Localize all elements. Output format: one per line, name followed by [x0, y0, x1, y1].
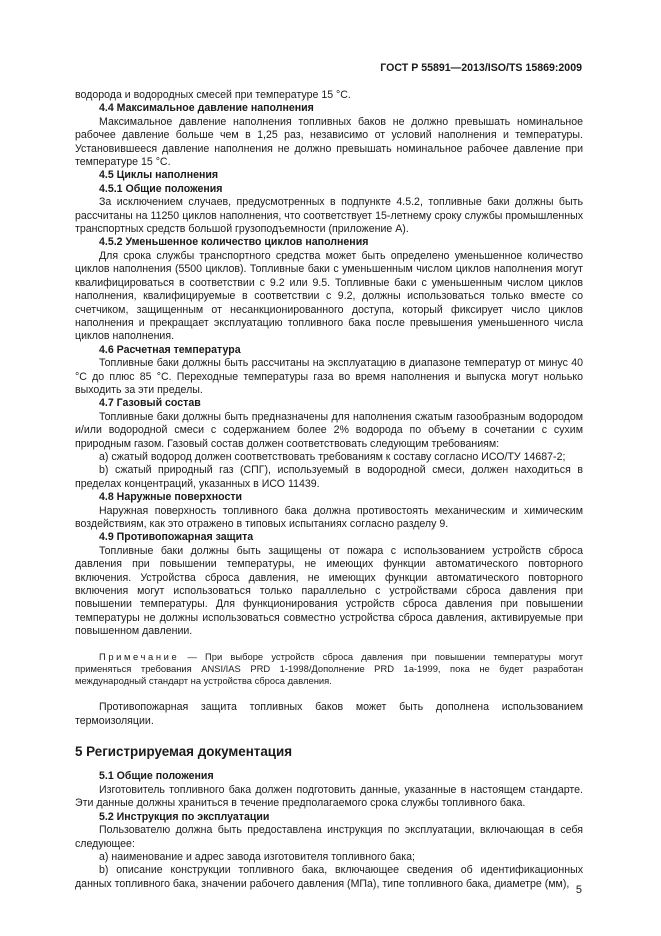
- clause-4-5-1-heading: [75, 183, 583, 196]
- page-number: 5: [575, 884, 582, 896]
- clause-5-1-title: 5.1 Общие положения: [99, 770, 214, 783]
- document-header: ГОСТ Р 55891—2013/ISO/TS 15869:2009: [380, 62, 582, 74]
- section-5-heading: 5 Регистрируемая документация: [75, 744, 293, 760]
- clause-4-5-1-text: За исключением случаев, предусмотренных в подпункте 4.5.2, топливные баки должны быть рассчитаны на 11250 циклов наполнения, что соответствует 15-летнему сроку службы промышленных транспортных средств большой грузоподъемности (приложение А).: [75, 196, 583, 236]
- note-label: Примечание: [99, 650, 180, 662]
- note-block: [75, 651, 583, 688]
- clause-4-9-extra: Противопожарная защита топливных баков может быть дополнена использованием термоизоляции.: [75, 701, 583, 727]
- clause-4-4-text: Максимальное давление наполнения топливных баков не должно превышать номинальное рабочее давление больше чем в 1,25 раз, независимо от условий наполнения и температуры. Установившееся давление наполнения не должно превышать номинальное рабочее давление при температуре 15 °С.: [75, 115, 583, 169]
- note-text: — При выборе устройств сброса давления при повышении температуры могут применяться требования ANSI/IAS PRD 1-1998/Дополнение PRD 1а-1999, пока не будет разработан международный стандарт на устройства сброса давления.: [75, 650, 583, 687]
- clause-4-5-1-title: 4.5.1 Общие положения: [99, 182, 223, 195]
- clause-5-2-item-a: а) наименование и адрес завода изготовителя топливного бака;: [99, 850, 415, 863]
- clause-4-5-heading: [75, 169, 583, 182]
- clause-4-4-heading: [75, 102, 583, 115]
- clause-5-2-title: 5.2 Инструкция по эксплуатации: [99, 810, 270, 823]
- clause-4-8-title: 4.8 Наружные поверхности: [99, 491, 243, 504]
- intro-text: водорода и водородных смесей при температуре 15 °С.: [75, 89, 351, 101]
- clause-4-7-item-b: b) сжатый природный газ (СПГ), используемый в водородной смеси, должен находиться в пределах концентраций, указанных в ИСО 11439.: [75, 464, 583, 490]
- page-content: [75, 89, 583, 891]
- clause-4-7-heading: [75, 397, 583, 410]
- clause-5-2-item-b: b) описание конструкции топливного бака, включающее сведения об идентификационных данных топливного бака, значении рабочего давления (МПа), типе топливного бака, диаметре (мм),: [75, 864, 583, 890]
- clause-4-5-2-text: Для срока службы транспортного средства может быть определено уменьшенное количество циклов наполнения (5500 циклов). Топливные баки с уменьшенным числом циклов наполнения могут квалифицироваться в соответствии с 9.2 или 9.5. Топливные баки с уменьшенным числом циклов наполнения, квалифицируемые в соответствии с 9.2, должны использоваться только вместе со счетчиком, защищенным от несанкционированного доступа, который фиксирует число циклов наполнения и прекращает эксплуатацию топливного бака после превышения уменьшенного числа циклов наполнения.: [75, 249, 583, 343]
- clause-4-5-2-heading: [75, 236, 583, 249]
- clause-5-1-heading: [75, 770, 583, 783]
- clause-4-7-title: 4.7 Газовый состав: [99, 397, 201, 410]
- clause-4-9-heading: [75, 531, 583, 544]
- clause-4-5-title: 4.5 Циклы наполнения: [99, 169, 219, 182]
- clause-5-2-heading: [75, 811, 583, 824]
- clause-4-7-text: Топливные баки должны быть предназначены для наполнения сжатым газообразным водородом и/или водородной смеси с содержанием более 2% водорода по объему в сочетании с сухим природным газом. Газовый состав должен соответствовать следующим требованиям:: [75, 410, 583, 450]
- clause-4-5-2-title: 4.5.2 Уменьшенное количество циклов наполнения: [99, 236, 369, 249]
- clause-4-9-title: 4.9 Противопожарная защита: [99, 531, 254, 544]
- clause-5-2-text: Пользователю должна быть предоставлена инструкция по эксплуатации, включающая в себя следующее:: [75, 824, 583, 850]
- clause-5-1-text: Изготовитель топливного бака должен подготовить данные, указанные в настоящем стандарте. Эти данные должны храниться в течение предполагаемого срока службы топливного бака.: [75, 783, 583, 810]
- clause-4-4-title: 4.4 Максимальное давление наполнения: [99, 102, 314, 115]
- clause-4-8-heading: [75, 491, 583, 504]
- clause-4-7-item-a: а) сжатый водород должен соответствовать требованиям к составу согласно ИСО/ТУ 14687-2;: [99, 450, 566, 463]
- clause-4-6-title: 4.6 Расчетная температура: [99, 343, 241, 356]
- clause-4-9-text: Топливные баки должны быть защищены от пожара с использованием устройств сброса давления при повышении температуры, не имеющих функции автоматического повторного включения. Устройства сброса давления, не имеющих функции автоматического повторного включения могут использоваться только параллельно с устройствами сброса давления при повышении температуры. Для функционирования устройств сброса давления при повышении температуры не должны использоваться совместно устройства сброса давления, активируемые при повышенном давлении.: [75, 544, 583, 638]
- clause-4-6-text: Топливные баки должны быть рассчитаны на эксплуатацию в диапазоне температур от минус 40 °С до плюс 85 °С. Переходные температуры газа во время наполнения и выпуска могут нольько выходить за эти пределы.: [75, 357, 583, 396]
- clause-4-6-heading: [75, 344, 583, 357]
- clause-4-8-text: Наружная поверхность топливного бака должна противостоять механическим и химическим воздействиям, как это отражено в типовых испытаниях согласно разделу 9.: [75, 504, 583, 530]
